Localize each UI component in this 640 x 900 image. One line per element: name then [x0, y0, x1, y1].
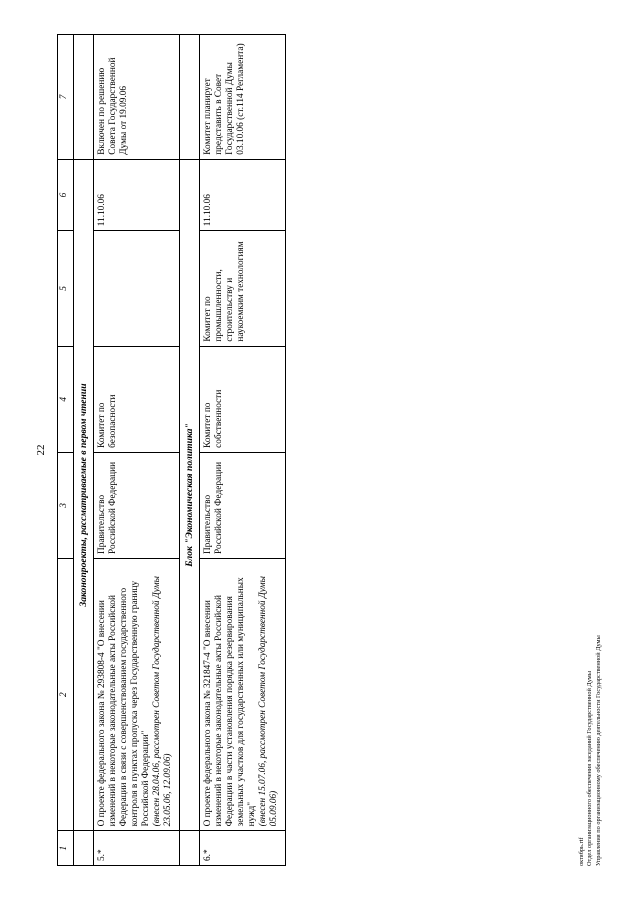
- row-initiator: Правительство Российской Федерации: [94, 452, 180, 558]
- column-number-7: 7: [58, 35, 74, 160]
- footer-line-3: Управления по организационному обеспечению деятельности Государственной Думы: [594, 635, 602, 866]
- column-number-6: 6: [58, 159, 74, 231]
- block-heading-spacer-left: [180, 831, 200, 866]
- column-number-5: 5: [58, 231, 74, 346]
- row-subject-note: (внесен 15.07.06, рассмотрен Советом Государственной Думы 05.09.06): [258, 576, 280, 827]
- row-number: 5.*: [94, 831, 180, 866]
- row-subject: [94, 559, 180, 831]
- agenda-table: [57, 34, 286, 866]
- block-heading-row: [180, 35, 200, 866]
- row-committee-coexecutor: Комитет по промышленности, строительству и наукоемким технологиям: [200, 231, 286, 346]
- column-number-4: 4: [58, 346, 74, 452]
- page-number: 22: [35, 444, 47, 456]
- section-heading: Законопроекты, рассматриваемые в первом чтении: [74, 159, 94, 831]
- table-row: [200, 35, 286, 866]
- row-subject-title: О проекте федерального закона № 321847-4 "О внесении изменений в некоторые законодательные акты Российской Федерации в части установления порядка резервирования земельных участков для государственных или муниципальных нужд": [203, 577, 258, 827]
- section-heading-spacer-left: [74, 831, 94, 866]
- footer-line-1: октябрь.rtf: [577, 837, 585, 866]
- row-committee-responsible: Комитет по безопасности: [94, 346, 180, 452]
- page-footer: [578, 635, 604, 866]
- section-heading-row: [74, 35, 94, 866]
- footer-line-2: Отдел организационного обеспечения заседаний Государственной Думы: [586, 671, 593, 866]
- row-date: 11.10.06: [200, 159, 286, 231]
- row-subject-note: (внесен 28.04.06, рассмотрен Советом Государственной Думы 23.05.06, 12.09.06): [152, 576, 174, 827]
- row-subject: [200, 559, 286, 831]
- column-number-row: [58, 35, 74, 866]
- section-heading-spacer-right: [74, 35, 94, 160]
- row-initiator: Правительство Российской Федерации: [200, 452, 286, 558]
- row-note: Включен по решению Совета Государственной Думы от 19.09.06: [94, 35, 180, 160]
- row-committee-responsible: Комитет по собственности: [200, 346, 286, 452]
- column-number-2: 2: [58, 559, 74, 831]
- row-committee-coexecutor: [94, 231, 180, 346]
- rotated-sheet: [31, 22, 609, 878]
- block-heading-spacer-right: [180, 35, 200, 160]
- block-heading: Блок "Экономическая политика": [180, 159, 200, 831]
- column-number-3: 3: [58, 452, 74, 558]
- row-number: 6.*: [200, 831, 286, 866]
- row-subject-title: О проекте федерального закона № 293808-4 "О внесении изменений в некоторые законодательные акты Российской Федерации в связи с совершенствованием государственного контроля в пунктах пропуска через Государственную границу Российской Федерации": [97, 580, 152, 827]
- row-note: Комитет планирует представить в Совет Государственной Думы 03.10.06 (ст.114 Регламента): [200, 35, 286, 160]
- row-date: 11.10.06: [94, 159, 180, 231]
- column-number-1: 1: [58, 831, 74, 866]
- table-row: [94, 35, 180, 866]
